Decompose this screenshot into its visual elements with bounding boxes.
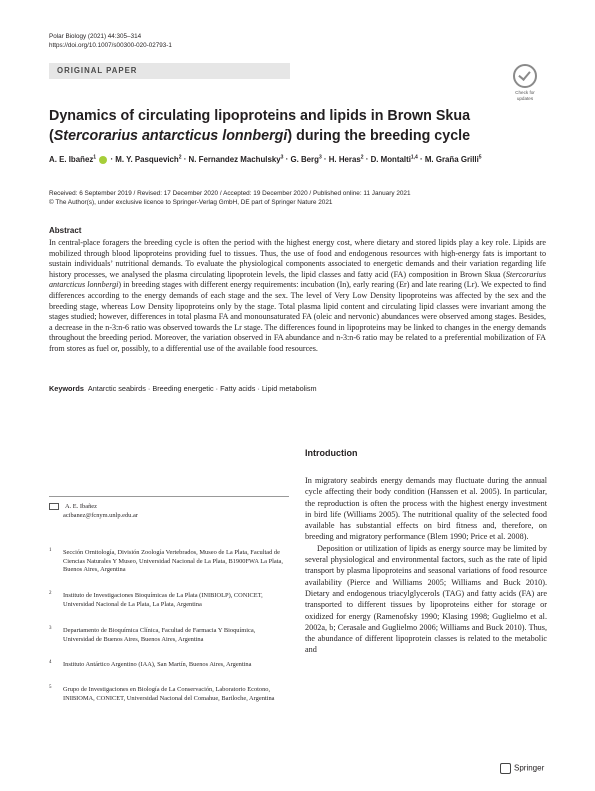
publisher-name: Springer [514,763,545,773]
check-updates-line2: updates [516,95,534,101]
envelope-icon [49,503,59,510]
abstract-body [49,238,546,355]
copyright-line: © The Author(s), under exclusive licence to Springer-Verlag GmbH, DE part of Springer Nature 2021 [49,199,333,206]
abstract-text-2: ) in breeding stages with different energy requirements: incubation (In), early rearing (Er) and late rearing (Lr). We expected to find differences according to the energy demands of each stage and the sex. The level of Very Low Density lipoproteins was affected by the sex and the breeding stage, whereas Low Density lipoproteins only by the stage. Total plasma lipid content and circulating lipid classes were invariant among the stages studied; however, differences in total plasma FA and monounsaturated FA (oleic and nervonic) abundances were observed among stages. Besides, a decrease in the n-3:n-6 ratio was observed towards the Lr stage. The differences found in lipoproteins may be linked to changes in the energy demands throughout the breeding period. Moreover, the variation observed in FA abundance and n-3:n-6 ratio may be related to a preferential mobilization of FA from stores as fuel or, possibly, to a differential use of the available food resources. [49,280,546,353]
footnote-divider [49,496,289,497]
author-link[interactable]: M. Y. Pasquevich$^2$ [115,154,182,164]
check-updates-icon [513,64,537,88]
author-link[interactable]: N. Fernandez Machulsky$^3$ [188,154,284,164]
publication-dates [49,189,411,207]
affiliation-item: 1 Sección Ornitología, División Zoología Vertebrados, Museo de La Plata, Facultad de Ciencias Naturales Y Museo, Universidad Nacional de La Plata, B1900FWA La Plata, Buenos Aires, Argentina [49,548,283,574]
title-line2 [49,126,489,146]
affiliation-item: 2 Instituto de Investigaciones Bioquímicas de La Plata (INIBIOLP), CONICET, Universidad Nacional de La Plata, La Plata, Argentina [49,591,263,608]
title-paren-open: ( [49,128,54,144]
author-link[interactable]: G. Berg$^3$ [290,154,322,164]
abstract-heading: Abstract [49,226,82,235]
corresponding-author [49,502,138,520]
title-line2-rest: ) during the breeding cycle [287,128,471,144]
journal-citation: Polar Biology (2021) 44:305–314 [49,33,142,40]
article-title [49,106,489,146]
check-for-updates-button[interactable] [507,64,543,101]
author-list: A. E. Ibañez$^1$ · M. Y. Pasquevich$^2$ · N. Fernandez Machulsky$^3$ · G. Berg$^3$ · H. Heras$^2$ · D. Montalti$^{1,4}$ · M. Graña Grilli$^5$ [49,154,482,164]
abstract-text-1: In central-place foragers the breeding cycle is often the period with the highest energy cost, where dietary and stored lipids play a key role. Lipids are mobilized through blood lipoproteins providing fuel to tissues. Thus, the use of food and endogenous resources with high-energy fats is important to sustain individuals’ nutritional demands. To evaluate the physiological components associated to energetic demands and their variation regarding life history processes, we analysed the plasma circulating lipoprotein levels, the lipid classes and fatty acid (FA) composition in Brown Skua ( [49,238,546,279]
author-link[interactable]: D. Montalti$^{1,4}$ [370,154,418,164]
affiliation-item: 4 Instituto Antártico Argentino (IAA), San Martín, Buenos Aires, Argentina [49,660,252,668]
contact-email[interactable]: acibanez@fcnym.unlp.edu.ar [63,512,138,519]
title-line1: Dynamics of circulating lipoproteins and lipids in Brown Skua [49,108,471,124]
journal-header [49,32,172,50]
keywords-label: Keywords [49,384,84,393]
keywords [49,384,317,393]
author-link[interactable]: A. E. Ibañez$^1$ [49,154,97,164]
springer-horse-icon [500,763,511,774]
contact-name: A. E. Ibañez [65,503,97,510]
article-type-label: ORIGINAL PAPER [57,66,138,75]
orcid-icon[interactable] [99,156,107,164]
publisher-logo [500,763,544,774]
author-link[interactable]: H. Heras$^2$ [328,154,364,164]
doi-link[interactable]: https://doi.org/10.1007/s00300-020-02793-1 [49,42,172,49]
author-link[interactable]: M. Graña Grilli$^5$ [424,154,482,164]
title-species: Stercorarius antarcticus lonnbergi [53,128,288,144]
affiliation-item: 3 Departamento de Bioquímica Clínica, Facultad de Farmacia Y Bioquímica, Universidad de Buenos Aires, Buenos Aires, Argentina [49,626,256,643]
affiliation-item: 5 Grupo de Investigaciones en Biología de La Conservación, Laboratorio Ecotono, INIBIOMA, CONICET, Universidad Nacional del Comahue, Bariloche, Argentina [49,685,275,702]
intro-paragraph-2: Deposition or utilization of lipids as energy source may be limited by several physiological and environmental factors, such as the rate of lipid transport by plasma lipoproteins and seasonal variations of food resource availability (Pierce and Williams 2005; Williams and Buck 2010). Dietary and endogenous triacylglycerols (TAG) and fatty acids (FA) are transported to different tissues by lipoproteins either for storage or oxidized for energy (Ramenofsky 1990; Klasing 1998; Guglielmo et al. 2002a, b; Cerasale and Guglielmo 2006; Williams and Buck 2010). Thus, the abundance of different lipoprotein classes is related to the metabolic and [305,543,547,655]
intro-body [305,475,547,656]
check-updates-line1: Check for [515,90,535,95]
abstract-species: Stercorarius antarcticus lonnbergi [49,269,546,290]
intro-paragraph-1: In migratory seabirds energy demands may fluctuate during the annual cycle affecting their body condition (Hanssen et al. 2005). In particular, the reproduction is often the process with the highest energy investment in bird life (Williams 2005). The nutritional quality of the selected food available has substantial effects on bird fitness and, therefore, on breeding and migratory performance (Blem 1990; Price et al. 2008). [305,476,547,542]
intro-heading: Introduction [305,448,358,458]
keywords-list: Antarctic seabirds · Breeding energetic · Fatty acids · Lipid metabolism [87,384,317,393]
history-dates: Received: 6 September 2019 / Revised: 17 December 2020 / Accepted: 19 December 2020 / Published online: 11 January 2021 [49,190,411,197]
